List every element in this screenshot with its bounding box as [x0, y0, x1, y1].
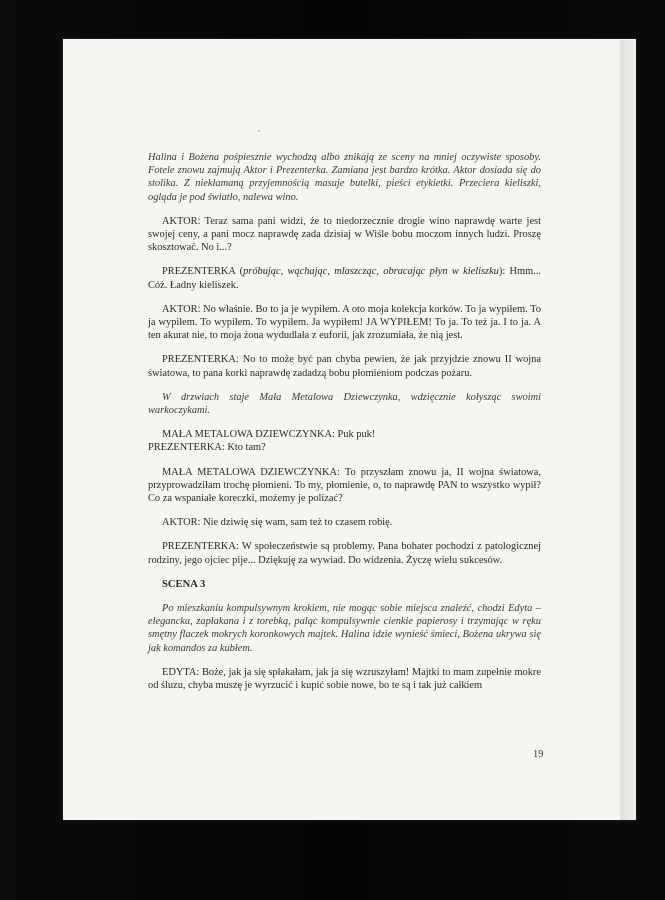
dialogue-line: PREZENTERKA (próbując, wąchając, mlaszcząc, obracając płyn w kieliszku): Hmm... Cóż. Ładny kieliszek.	[148, 266, 541, 291]
page-edge-shadow	[620, 40, 636, 820]
dialogue-line: MAŁA METALOWA DZIEWCZYNKA: To przyszłam znowu ja, II wojna światowa, przyprowadziłam trochę płomieni. To my, płomienie, o, to naprawdę PAN to wszystko wypił? Co za wspaniałe koreczki, możemy je polizać?	[148, 466, 541, 505]
stage-direction: Halina i Bożena pośpiesznie wychodzą albo znikają ze sceny na mniej oczywiste sposoby. Fotele znowu zajmują Aktor i Prezenterka. Zamiana jest bardzo krótka. Aktor dosiada się do stolika. Z niekłamaną przyjemnością masuje butelki, pieści etykietki. Przeciera kieliszki, ogląda je pod światło, nalewa wino.	[148, 152, 541, 203]
dialogue-line: PREZENTERKA: W społeczeństwie są problemy. Pana bohater pochodzi z patologicznej rodziny, jego ojciec pije... Dziękuję za wywiad. Do widzenia. Życzę wielu sukcesów.	[148, 541, 541, 566]
dialogue-line: PREZENTERKA: No to może być pan chyba pewien, że jak przyjdzie znowu II wojna światowa, to pana korki naprawdę zadadzą bobu płomieniom podczas pożaru.	[148, 354, 541, 379]
dialogue-line: AKTOR: No właśnie. Bo to ja je wypiłem. A oto moja kolekcja korków. To ja wypiłem. To ja wypiłem. To wypiłem. To wypiłem. Ja wypiłem! JA WYPIŁEM! To ja. To też ja. I to ja. A ten akurat nie, to moja żona wydudlała z euforii, jak zrozumiała, że nią jest.	[148, 303, 541, 342]
stage-direction: W drzwiach staje Mała Metalowa Dziewczynka, wdzięcznie kołysząc swoimi warkoczykami.	[148, 391, 541, 417]
dialogue-line: EDYTA: Boże, jak ja się spłakałam, jak ja się wzruszyłam! Majtki to mam zupełnie mokre od śluzu, chyba muszę je wyrzucić i kupić sobie nowe, bo te są i tak już całkiem	[148, 666, 541, 692]
dialogue-line: AKTOR: Teraz sama pani widzi, że to niedorzecznie drogie wino naprawdę warte jest swojej ceny, a pani mocz naprawdę zada dzisiaj w Wiśle bobu moczom innych ludzi. Proszę skosztować. No i...?	[148, 215, 541, 254]
dialogue-line: AKTOR: Nie dziwię się wam, sam też to czasem robię.	[162, 517, 393, 529]
stage-direction: Po mieszkaniu kompulsywnym krokiem, nie mogąc sobie miejsca znaleźć, chodzi Edyta – elegancka, zapłakana i z torebką, paląc kompulsywnie cienkie papierosy i trzymając w ręku smętny flaczek mokrych koronkowych majtek. Halina idzie wynieść śmieci, Bożena ukrywa się jak komandos za kubłem.	[148, 603, 541, 654]
page-number: 19	[533, 749, 544, 760]
paper-speck	[258, 130, 260, 132]
page-text	[148, 151, 541, 692]
dialogue-line: PREZENTERKA: Kto tam?	[148, 442, 266, 454]
dialogue-line: MAŁA METALOWA DZIEWCZYNKA: Puk puk!	[162, 429, 376, 441]
scene-heading: SCENA 3	[162, 578, 206, 590]
